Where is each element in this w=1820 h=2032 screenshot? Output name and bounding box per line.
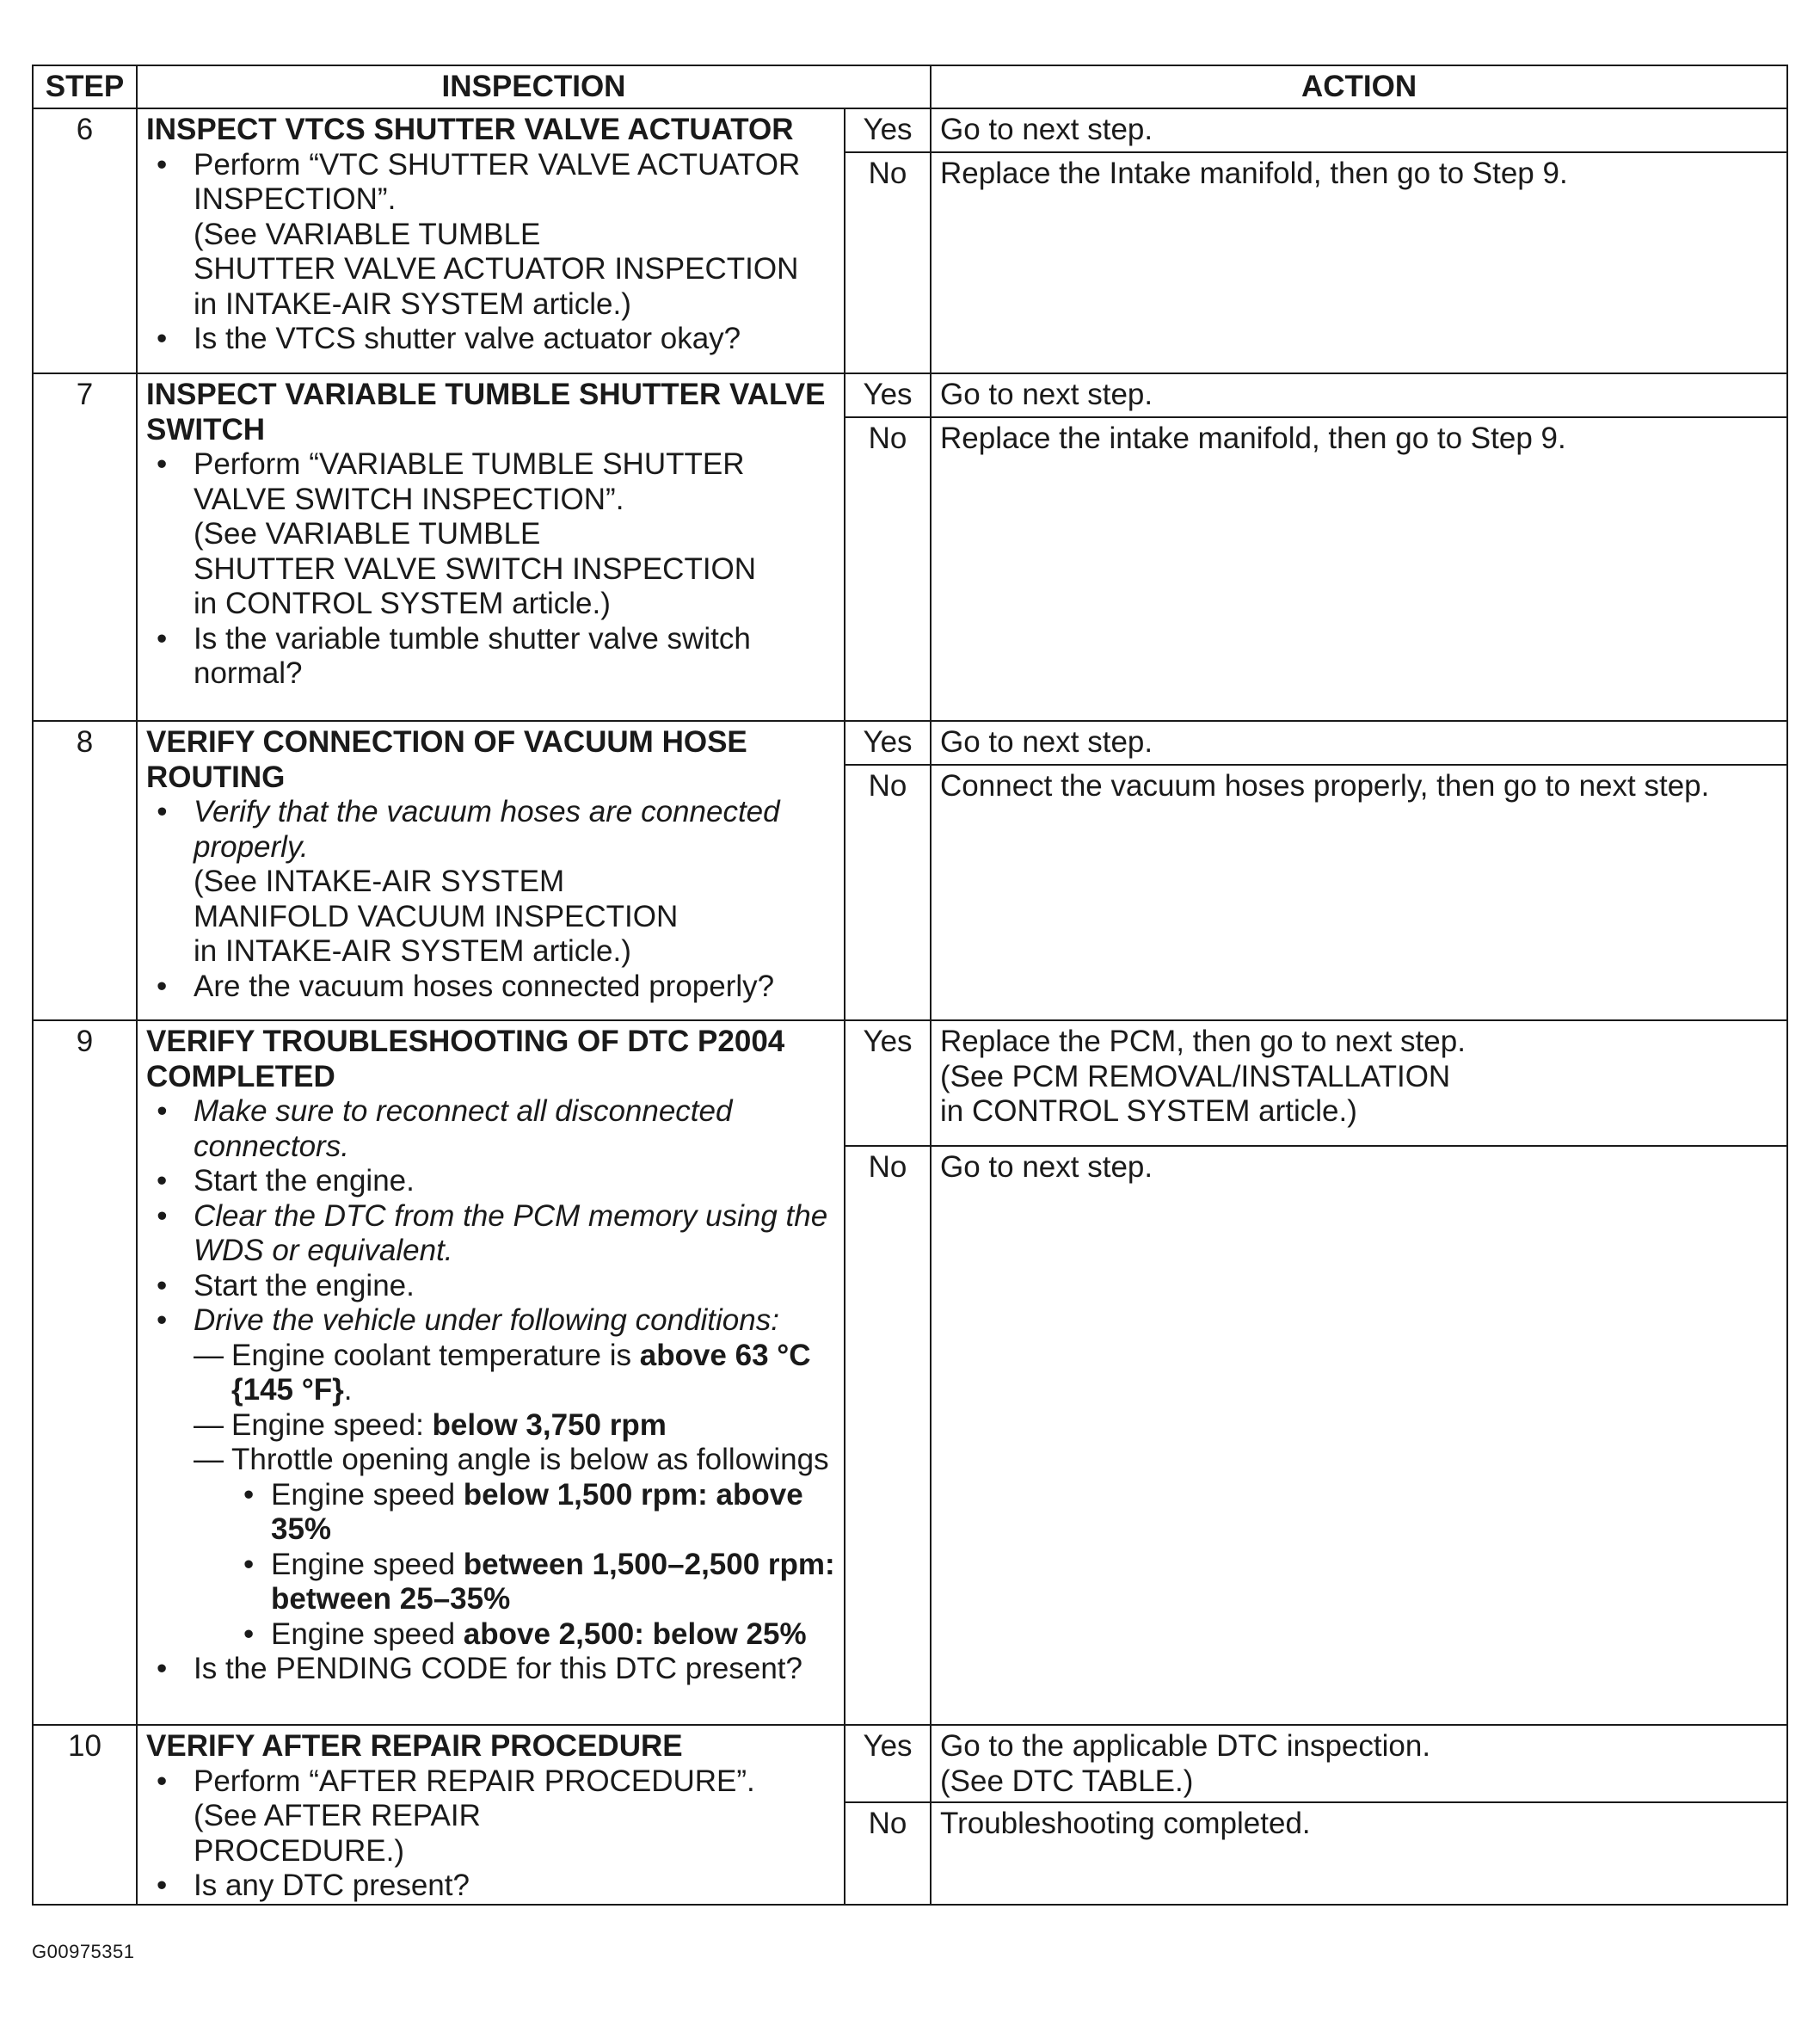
- list-item: [146, 795, 835, 970]
- bullet-text: (See AFTER REPAIR: [194, 1799, 481, 1832]
- bullet-text: SHUTTER VALVE SWITCH INSPECTION: [194, 551, 757, 586]
- yes-label: Yes: [845, 1020, 931, 1146]
- bullet-text: Is the variable tumble shutter valve switch normal?: [194, 621, 751, 690]
- action-text: Replace the Intake manifold, then go to Step 9.: [940, 157, 1568, 190]
- action-text: Go to next step.: [940, 378, 1153, 411]
- header-action: ACTION: [931, 65, 1787, 108]
- bullet-text: Start the engine.: [194, 1268, 415, 1302]
- condition-item: [194, 1408, 835, 1444]
- bullet-text: Are the vacuum hoses connected properly?: [194, 969, 775, 1003]
- list-item: [146, 148, 835, 323]
- condition-text: Engine speed: [271, 1477, 464, 1512]
- sub-condition-item: [231, 1617, 835, 1653]
- condition-item: [194, 1443, 835, 1652]
- no-action: [931, 152, 1787, 373]
- inspection-cell: [137, 373, 845, 721]
- no-action: [931, 1146, 1787, 1725]
- action-text: Replace the PCM, then go to next step.: [940, 1025, 1466, 1058]
- condition-value: below 1,500 rpm: above 35%: [271, 1477, 803, 1546]
- inspection-bullets: [146, 1764, 835, 1904]
- bullet-text: in CONTROL SYSTEM article.): [194, 587, 611, 620]
- inspection-cell: [137, 1725, 845, 1905]
- condition-text: Engine speed:: [231, 1407, 433, 1442]
- step-number: 8: [33, 721, 137, 1020]
- condition-text: Engine speed: [271, 1547, 464, 1581]
- step-row-6-yes: [33, 108, 1787, 152]
- list-item: [146, 970, 835, 1005]
- condition-value: above 63 °C {145 °F}: [231, 1338, 811, 1407]
- bullet-text: • Perform “VARIABLE TUMBLE SHUTTER VALVE SWITCH INSPECTION”.: [194, 447, 745, 516]
- list-item: [146, 322, 835, 357]
- bullet-text: (See INTAKE-AIR SYSTEM: [194, 865, 565, 898]
- list-item: [146, 1303, 835, 1652]
- condition-item: [194, 1339, 835, 1408]
- bullet-text: in INTAKE-AIR SYSTEM article.): [194, 286, 631, 321]
- inspection-title: VERIFY AFTER REPAIR PROCEDURE: [146, 1729, 683, 1763]
- no-label: No: [845, 417, 931, 721]
- header-inspection: INSPECTION: [137, 65, 931, 108]
- condition-list: [194, 1339, 835, 1653]
- inspection-title: INSPECT VARIABLE TUMBLE SHUTTER VALVE SWITCH: [146, 378, 826, 446]
- no-label: No: [845, 1146, 931, 1725]
- bullet-text: MANIFOLD VACUUM INSPECTION: [194, 899, 679, 933]
- no-action: [931, 765, 1787, 1020]
- sub-condition-list: [231, 1478, 835, 1653]
- list-item: [146, 1764, 835, 1869]
- action-text: Go to next step.: [940, 1150, 1153, 1184]
- yes-label: Yes: [845, 721, 931, 765]
- inspection-bullets: [146, 1094, 835, 1687]
- condition-text: Engine coolant temperature is: [231, 1338, 640, 1372]
- step-number: 7: [33, 373, 137, 721]
- bullet-text: Is any DTC present?: [194, 1869, 470, 1902]
- list-item: [146, 447, 835, 622]
- list-item: [146, 1094, 835, 1164]
- condition-end: .: [343, 1373, 353, 1407]
- action-text: Go to the applicable DTC inspection.: [940, 1729, 1431, 1763]
- header-step: STEP: [33, 65, 137, 108]
- inspection-bullets: [146, 148, 835, 357]
- yes-label: Yes: [845, 108, 931, 152]
- inspection-title: VERIFY TROUBLESHOOTING OF DTC P2004 COMPLETED: [146, 1025, 785, 1093]
- bullet-text: Drive the vehicle under following conditions:: [194, 1303, 779, 1337]
- bullet-text: in INTAKE-AIR SYSTEM article.): [194, 934, 631, 968]
- list-item: [146, 1164, 835, 1199]
- inspection-cell: [137, 721, 845, 1020]
- bullet-text: Is the PENDING CODE for this DTC present?: [194, 1652, 802, 1685]
- sub-condition-item: [231, 1478, 835, 1548]
- inspection-title: VERIFY CONNECTION OF VACUUM HOSE ROUTING: [146, 725, 747, 794]
- action-text: (See DTC TABLE.): [940, 1764, 1194, 1798]
- step-row-7-yes: [33, 373, 1787, 417]
- step-row-9-yes: [33, 1020, 1787, 1146]
- action-text: Go to next step.: [940, 113, 1153, 146]
- condition-text: Throttle opening angle is below as followings: [231, 1443, 829, 1476]
- yes-action: [931, 1725, 1787, 1802]
- list-item: [146, 1199, 835, 1269]
- bullet-text: PROCEDURE.): [194, 1833, 405, 1868]
- table-header-row: [33, 65, 1787, 108]
- no-action: [931, 1802, 1787, 1905]
- yes-label: Yes: [845, 373, 931, 417]
- no-label: No: [845, 1802, 931, 1905]
- inspection-cell: [137, 108, 845, 373]
- yes-action: [931, 1020, 1787, 1146]
- no-label: No: [845, 152, 931, 373]
- condition-value: between 1,500–2,500 rpm: between 25–35%: [271, 1547, 835, 1616]
- yes-action: [931, 373, 1787, 417]
- list-item: [146, 1652, 835, 1687]
- yes-label: Yes: [845, 1725, 931, 1802]
- list-item: [146, 622, 835, 692]
- step-row-8-yes: [33, 721, 1787, 765]
- bullet-text: SHUTTER VALVE ACTUATOR INSPECTION: [194, 252, 799, 286]
- bullet-text: • Perform “VTC SHUTTER VALVE ACTUATOR INSPECTION”.: [194, 147, 801, 216]
- list-item: [146, 1269, 835, 1304]
- bullet-text: Clear the DTC from the PCM memory using the WDS or equivalent.: [194, 1198, 828, 1267]
- action-text: Go to next step.: [940, 725, 1153, 759]
- step-row-10-yes: [33, 1725, 1787, 1802]
- no-action: [931, 417, 1787, 721]
- diagnostic-procedure-page: [32, 65, 1786, 1906]
- action-text: Connect the vacuum hoses properly, then go to next step.: [940, 769, 1710, 803]
- action-text: Replace the intake manifold, then go to Step 9.: [940, 422, 1566, 455]
- action-text: (See PCM REMOVAL/INSTALLATION: [940, 1059, 1451, 1093]
- inspection-bullets: [146, 795, 835, 1004]
- bullet-text: (See VARIABLE TUMBLE: [194, 217, 541, 251]
- bullet-text: Start the engine.: [194, 1164, 415, 1198]
- inspection-title: INSPECT VTCS SHUTTER VALVE ACTUATOR: [146, 113, 794, 146]
- condition-text: Engine speed: [271, 1616, 464, 1651]
- sub-condition-item: [231, 1548, 835, 1617]
- bullet-text: • Verify that the vacuum hoses are connected properly.: [194, 795, 780, 864]
- step-number: 9: [33, 1020, 137, 1725]
- bullet-text: (See VARIABLE TUMBLE: [194, 517, 541, 551]
- yes-action: [931, 721, 1787, 765]
- action-text: in CONTROL SYSTEM article.): [940, 1094, 1357, 1128]
- action-text: Troubleshooting completed.: [940, 1807, 1311, 1840]
- condition-value: above 2,500: below 25%: [463, 1616, 807, 1651]
- no-label: No: [845, 765, 931, 1020]
- bullet-text: Is the VTCS shutter valve actuator okay?: [194, 322, 741, 355]
- step-number: 10: [33, 1725, 137, 1905]
- condition-value: below 3,750 rpm: [432, 1407, 667, 1442]
- inspection-bullets: [146, 447, 835, 692]
- list-item: [146, 1869, 835, 1904]
- yes-action: [931, 108, 1787, 152]
- bullet-text: • Perform “AFTER REPAIR PROCEDURE”.: [194, 1764, 755, 1798]
- bullet-text: Make sure to reconnect all disconnected connectors.: [194, 1094, 733, 1163]
- troubleshooting-table: [32, 65, 1788, 1906]
- figure-id: G00975351: [32, 1941, 135, 1962]
- inspection-cell: [137, 1020, 845, 1725]
- step-number: 6: [33, 108, 137, 373]
